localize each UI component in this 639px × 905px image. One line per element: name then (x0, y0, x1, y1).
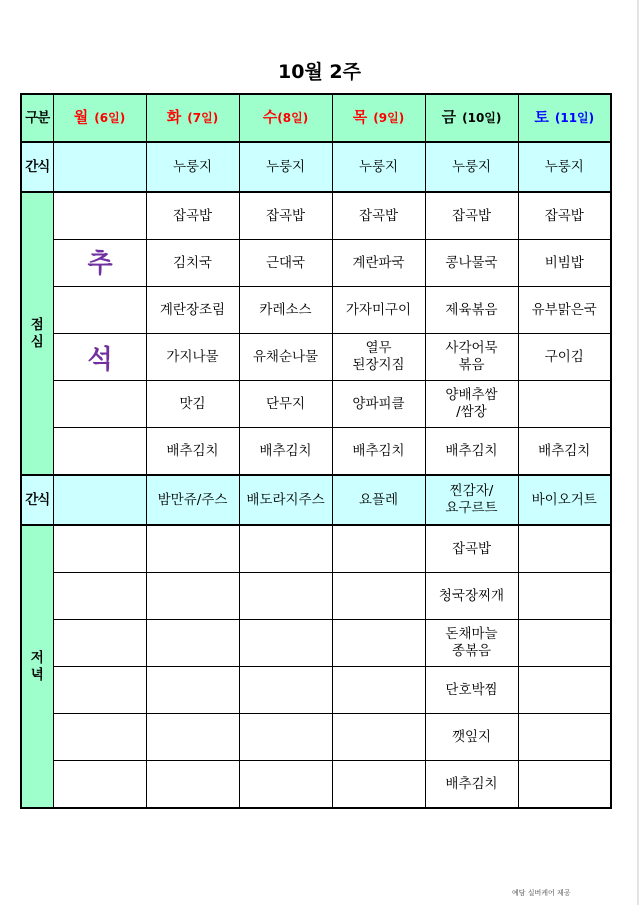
menu-item-text: /쌈장 (456, 404, 487, 420)
afternoon-snack-label: 간식 (21, 475, 53, 525)
dinner-cell (425, 525, 518, 573)
menu-item-text: 배추김치 (166, 442, 219, 459)
morning-snack-row (21, 142, 611, 192)
lunch-cell (146, 381, 239, 428)
dinner-cell (239, 525, 332, 573)
snack-cell (53, 475, 146, 525)
dinner-cell (425, 714, 518, 761)
dinner-cell (518, 573, 611, 620)
menu-item-text: 가지나물 (166, 348, 219, 365)
dinner-row (21, 620, 611, 667)
lunch-cell (239, 192, 332, 240)
menu-item-text: 된장지짐 (352, 357, 405, 373)
lunch-cell (518, 428, 611, 476)
category-header: 구분 (21, 94, 53, 142)
lunch-cell (518, 334, 611, 381)
menu-item-text: 계란장조림 (159, 301, 226, 318)
snack-cell (146, 142, 239, 192)
weekly-menu-table (20, 93, 612, 809)
lunch-cell (146, 287, 239, 334)
menu-item-text: 잡곡밥 (172, 207, 213, 224)
day-header-0 (53, 94, 146, 142)
dinner-cell (425, 573, 518, 620)
menu-item-text: 유부맑은국 (531, 301, 597, 318)
menu-item-text: 양파피클 (352, 395, 405, 412)
menu-item-text: 누룽지 (358, 158, 399, 175)
dinner-cell (239, 714, 332, 761)
snack-cell (518, 142, 611, 192)
snack-cell (239, 475, 332, 525)
menu-item-text: 사각어묵 (445, 340, 498, 356)
footer-credit: 예담 실버케어 제공 (512, 889, 571, 897)
dinner-cell (146, 667, 239, 714)
dinner-cell (332, 620, 425, 667)
menu-item-text: 잡곡밥 (451, 207, 492, 224)
day-name: 월 (73, 108, 89, 126)
dinner-cell (53, 714, 146, 761)
dinner-cell (332, 667, 425, 714)
dinner-cell (239, 667, 332, 714)
dinner-cell (53, 761, 146, 809)
dinner-cell (146, 620, 239, 667)
menu-item-text: 잡곡밥 (265, 207, 306, 224)
menu-item-text: 배추김치 (352, 442, 405, 459)
dinner-cell (518, 761, 611, 809)
dinner-cell (425, 761, 518, 809)
menu-item-text: 요플레 (358, 491, 399, 508)
snack-cell (53, 142, 146, 192)
lunch-cell (146, 334, 239, 381)
dinner-row (21, 761, 611, 809)
lunch-cell (518, 381, 611, 428)
menu-item-text: 잡곡밥 (544, 207, 584, 224)
snack-cell (332, 475, 425, 525)
dinner-cell (53, 620, 146, 667)
menu-item-text: 비빔밥 (544, 254, 584, 271)
dinner-row (21, 667, 611, 714)
dinner-cell (53, 525, 146, 573)
menu-item-text: 맛김 (179, 395, 206, 412)
dinner-cell (332, 525, 425, 573)
menu-item-text: 단무지 (265, 395, 306, 412)
dinner-cell (146, 573, 239, 620)
lunch-cell (332, 381, 425, 428)
lunch-label: 점 심 (21, 192, 53, 475)
day-name: 화 (166, 108, 182, 126)
lunch-row (21, 381, 611, 428)
day-date: (9일) (373, 111, 405, 125)
menu-item-text: 누룽지 (172, 158, 213, 175)
lunch-cell (239, 287, 332, 334)
menu-item-text: 종볶음 (451, 643, 492, 659)
lunch-cell (425, 428, 518, 476)
lunch-cell (146, 428, 239, 476)
day-date: (10일) (462, 111, 502, 125)
snack-cell (518, 475, 611, 525)
menu-item-text: 배추김치 (445, 442, 498, 459)
lunch-cell (146, 192, 239, 240)
holiday-char-seok: 석 (87, 345, 113, 375)
menu-item-text: 콩나물국 (445, 254, 498, 271)
lunch-cell (53, 428, 146, 476)
lunch-cell (332, 287, 425, 334)
menu-item-text: 잡곡밥 (451, 540, 492, 557)
lunch-cell (425, 334, 518, 381)
dinner-cell (425, 620, 518, 667)
dinner-cell (239, 573, 332, 620)
lunch-cell (332, 428, 425, 476)
menu-item-text: 청국장찌개 (438, 587, 505, 604)
day-header-1 (146, 94, 239, 142)
menu-item-text: 밤만쥬/주스 (157, 491, 228, 508)
menu-item-text: 열무 (365, 340, 392, 356)
holiday-char-chu: 추 (87, 249, 113, 279)
day-date: (6일) (94, 111, 126, 125)
day-name: 금 (441, 108, 457, 126)
menu-item-text: 찐감자/ (449, 483, 494, 499)
day-name: 토 (534, 108, 549, 126)
dinner-cell (518, 714, 611, 761)
snack-cell (425, 475, 518, 525)
day-header-3 (332, 94, 425, 142)
lunch-cell (146, 240, 239, 287)
menu-item-text: 배추김치 (259, 442, 312, 459)
dinner-cell (425, 667, 518, 714)
lunch-cell (239, 240, 332, 287)
day-date: (7일) (187, 111, 219, 125)
dinner-cell (332, 573, 425, 620)
day-name: 목 (352, 108, 368, 126)
lunch-cell (53, 192, 146, 240)
snack-cell (425, 142, 518, 192)
page-title: 10월 2주 (278, 61, 361, 83)
menu-item-text: 카레소스 (259, 301, 312, 318)
lunch-row (21, 192, 611, 240)
menu-item-text: 제육볶음 (445, 301, 498, 318)
snack-cell (146, 475, 239, 525)
lunch-cell (53, 287, 146, 334)
lunch-cell (332, 192, 425, 240)
day-name: 수 (262, 108, 278, 126)
lunch-cell (425, 240, 518, 287)
dinner-cell (146, 714, 239, 761)
menu-item-text: 가자미구이 (345, 301, 412, 318)
menu-item-text: 요구르트 (445, 500, 498, 516)
menu-item-text: 김치국 (172, 254, 213, 271)
menu-item-text: 유채순나물 (252, 348, 319, 365)
header-row (21, 94, 611, 142)
lunch-cell (332, 334, 425, 381)
lunch-cell (425, 287, 518, 334)
menu-item-text: 누룽지 (265, 158, 306, 175)
dinner-cell (518, 667, 611, 714)
snack-cell (332, 142, 425, 192)
menu-item-text: 볶음 (458, 357, 485, 373)
morning-snack-label: 간식 (21, 142, 53, 192)
menu-item-text: 계란파국 (352, 254, 405, 271)
dinner-row (21, 525, 611, 573)
day-header-5 (518, 94, 611, 142)
menu-item-text: 근대국 (265, 254, 306, 271)
day-date: (11일) (554, 111, 595, 125)
day-header-2 (239, 94, 332, 142)
lunch-cell (518, 240, 611, 287)
menu-item-text: 깻잎지 (451, 728, 492, 745)
lunch-cell (239, 381, 332, 428)
dinner-cell (239, 620, 332, 667)
dinner-cell (146, 525, 239, 573)
lunch-cell (518, 192, 611, 240)
dinner-row (21, 714, 611, 761)
dinner-cell (146, 761, 239, 809)
lunch-row (21, 287, 611, 334)
menu-item-text: 배추김치 (445, 775, 498, 792)
menu-item-text: 구이김 (544, 348, 584, 365)
menu-item-text: 단호박찜 (445, 681, 498, 698)
menu-item-text: 양배추쌈 (445, 387, 498, 403)
dinner-cell (53, 667, 146, 714)
dinner-cell (518, 620, 611, 667)
dinner-cell (332, 714, 425, 761)
lunch-cell (425, 381, 518, 428)
lunch-cell (332, 240, 425, 287)
menu-item-text: 누룽지 (544, 158, 584, 175)
menu-item-text: 잡곡밥 (358, 207, 399, 224)
afternoon-snack-row (21, 475, 611, 525)
menu-item-text: 누룽지 (451, 158, 492, 175)
day-header-4 (425, 94, 518, 142)
lunch-cell (239, 334, 332, 381)
menu-item-text: 배도라지주스 (246, 491, 325, 508)
menu-item-text: 돈채마늘 (445, 626, 498, 642)
lunch-cell (53, 381, 146, 428)
lunch-cell (239, 428, 332, 476)
dinner-cell (53, 573, 146, 620)
menu-item-text: 배추김치 (538, 442, 591, 459)
lunch-row (21, 428, 611, 476)
menu-item-text: 바이오거트 (531, 491, 597, 508)
day-date: (8일) (277, 111, 309, 125)
dinner-cell (239, 761, 332, 809)
dinner-label: 저 녁 (21, 525, 53, 808)
dinner-row (21, 573, 611, 620)
snack-cell (239, 142, 332, 192)
lunch-cell (425, 192, 518, 240)
dinner-cell (518, 525, 611, 573)
dinner-cell (332, 761, 425, 809)
lunch-cell (518, 287, 611, 334)
